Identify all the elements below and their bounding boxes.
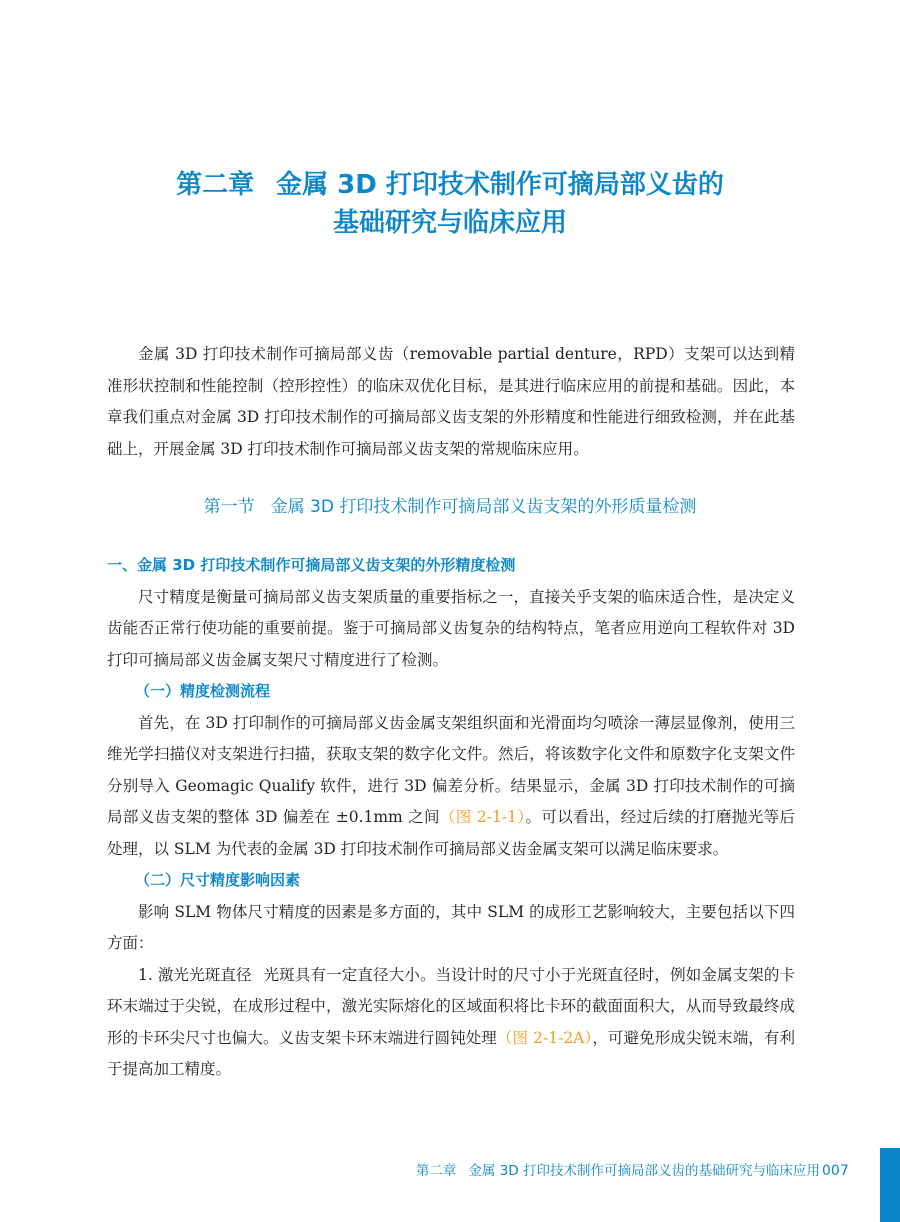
intro-paragraph: 金属 3D 打印技术制作可摘局部义齿（removable partial denture，RPD）支架可以达到精准形状控制和性能控制（控形控性）的临床双优化目标，是其进行临床应用的前提和基础。因此，本章我们重点对金属 3D 打印技术制作的可摘局部义齿支架的外形精度和性能进行细致检测，并在此基础上，开展金属 3D 打印技术制作可摘局部义齿支架的常规临床应用。 (107, 345, 795, 458)
page-number: 007 (822, 1163, 849, 1179)
part-1-text-after: 。可以看出，经过后续的打磨抛光等后处理，以 SLM 为代表的金属 3D 打印技术制作可摘局部义齿金属支架可以满足临床要求。 (107, 808, 795, 858)
chapter-title (0, 166, 900, 242)
part-2-paragraph: 影响 SLM 物体尺寸精度的因素是多方面的，其中 SLM 的成形工艺影响较大，主要包括以下四方面： (107, 902, 795, 952)
figure-reference-2-1-2a[interactable]: （图 2-1-2A） (496, 1028, 593, 1047)
footer-chapter-label: 第二章 (415, 1163, 457, 1179)
part-1-text-before: 首先，在 3D 打印制作的可摘局部义齿金属支架组织面和光滑面均匀喷涂一薄层显像剂，使用三维光学扫描仪对支架进行扫描，获取支架的数字化文件。然后，将该数字化文件和原数字化支架文件分别导入 Geomagic Qualify 软件，进行 3D 偏差分析。结果显示，金属 3D 打印技术制作的可摘局部义齿支架的整体 3D 偏差在 ±0.1mm 之间 (107, 713, 795, 826)
chapter-title-text-1: 金属 3D 打印技术制作可摘局部义齿的 (276, 170, 724, 200)
page-edge-tab (880, 1148, 900, 1222)
item-1-heading: 1. 激光光斑直径 (138, 965, 252, 984)
footer-running-title: 金属 3D 打印技术制作可摘局部义齿的基础研究与临床应用 (468, 1163, 820, 1179)
part-1-paragraph (107, 708, 795, 866)
chapter-title-line-1 (0, 166, 900, 204)
chapter-title-line-2: 基础研究与临床应用 (332, 208, 567, 238)
running-footer (300, 1160, 820, 1182)
main-content (107, 550, 795, 1086)
part-1-heading: （一）精度检测流程 (135, 682, 271, 700)
part-2-heading: （二）尺寸精度影响因素 (135, 871, 301, 889)
section-title (0, 492, 900, 522)
subsection-paragraph: 尺寸精度是衡量可摘局部义齿支架质量的重要指标之一，直接关乎支架的临床适合性，是决定义齿能否正常行使功能的重要前提。鉴于可摘局部义齿复杂的结构特点，笔者应用逆向工程软件对 3D 打印可摘局部义齿金属支架尺寸精度进行了检测。 (107, 587, 795, 669)
chapter-label: 第二章 (176, 170, 255, 200)
section-title-text: 金属 3D 打印技术制作可摘局部义齿支架的外形质量检测 (270, 497, 697, 517)
item-1-text-before: 光斑具有一定直径大小。当设计时的尺寸小于光斑直径时，例如金属支架的卡环末端过于尖锐，在成形过程中，激光实际熔化的区域面积将比卡环的截面面积大，从而导致最终成形的卡环尖尺寸也偏大。义齿支架卡环末端进行圆钝处理 (107, 965, 795, 1047)
intro-block (107, 339, 795, 465)
subsection-heading: 一、金属 3D 打印技术制作可摘局部义齿支架的外形精度检测 (107, 556, 516, 574)
figure-reference-2-1-1[interactable]: （图 2-1-1） (439, 808, 526, 826)
item-1-text-after: ，可避免形成尖锐末端，有利于提高加工精度。 (107, 1028, 795, 1078)
section-label: 第一节 (203, 497, 255, 517)
part-2-item-1 (107, 960, 795, 1086)
